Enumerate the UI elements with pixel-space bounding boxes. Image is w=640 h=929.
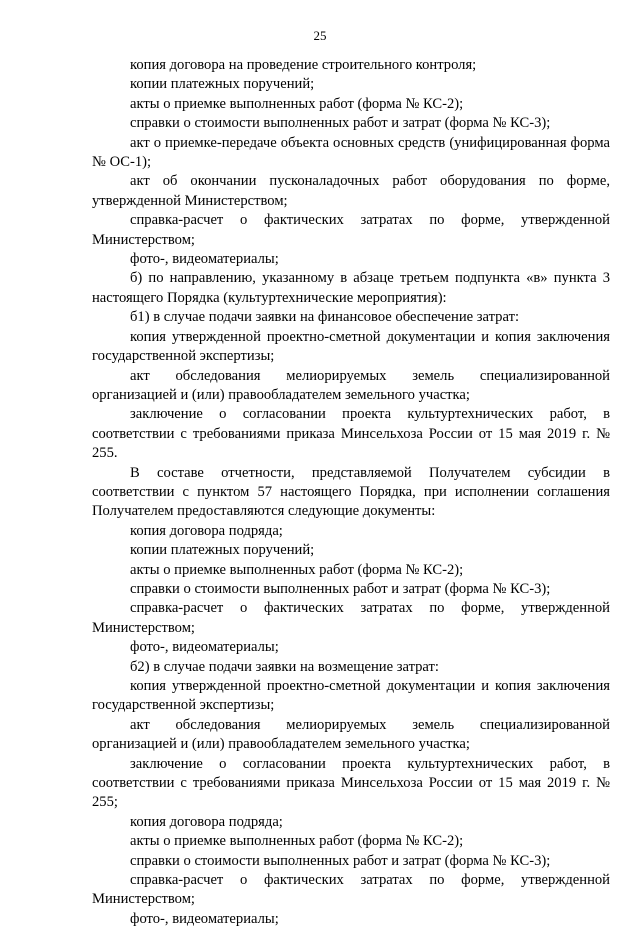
- paragraph-11: копия утвержденной проектно-сметной документации и копия заключения государственной экспертизы;: [92, 328, 610, 365]
- paragraph-1: копия договора на проведение строительного контроля;: [130, 57, 477, 73]
- paragraph-22: копия утвержденной проектно-сметной документации и копия заключения государственной экспертизы;: [92, 678, 610, 714]
- paragraph-21: б2) в случае подачи заявки на возмещение затрат:: [130, 658, 439, 675]
- paragraph-10: б1) в случае подачи заявки на финансовое обеспечение затрат:: [130, 309, 520, 326]
- paragraph-25: копия договора подряда;: [130, 813, 283, 830]
- paragraph-18: справки о стоимости выполненных работ и затрат (форма № КС-3);: [130, 580, 551, 597]
- document-body: [92, 56, 610, 929]
- paragraph-27: справки о стоимости выполненных работ и затрат (форма № КС-3);: [130, 852, 551, 869]
- paragraph-20: фото-, видеоматериалы;: [130, 639, 279, 656]
- page-number: 25: [313, 28, 327, 43]
- paragraph-3: акты о приемке выполненных работ (форма № КС-2);: [130, 95, 464, 112]
- paragraph-23: акт обследования мелиорируемых земель специализированной организацией и (или) правообладателем земельного участка;: [92, 716, 610, 753]
- paragraph-17: акты о приемке выполненных работ (форма № КС-2);: [130, 561, 464, 578]
- paragraph-24: заключение о согласовании проекта культуртехнических работ, в соответствии с требованиями приказа Минсельхоза России от 15 мая 2019 г. № 255;: [92, 755, 610, 811]
- paragraph-29: фото-, видеоматериалы;: [130, 910, 279, 927]
- paragraph-15: копия договора подряда;: [130, 522, 283, 539]
- paragraph-16: копии платежных поручений;: [130, 542, 315, 559]
- paragraph-8: фото-, видеоматериалы;: [130, 251, 279, 268]
- paragraph-7: справка-расчет о фактических затратах по форме, утвержденной Министерством;: [92, 212, 610, 248]
- paragraph-14: В составе отчетности, представляемой Получателем субсидии в соответствии с пунктом 57 настоящего Порядка, при исполнении соглашения Получателем предоставляются следующие документы:: [92, 464, 610, 520]
- paragraph-2: копии платежных поручений;: [130, 76, 315, 93]
- paragraph-9: б) по направлению, указанному в абзаце третьем подпункта «в» пункта 3 настоящего Порядка (культуртехнические мероприятия):: [92, 270, 610, 306]
- paragraph-26: акты о приемке выполненных работ (форма № КС-2);: [130, 833, 464, 850]
- paragraph-12: акт обследования мелиорируемых земель специализированной организацией и (или) правообладателем земельного участка;: [92, 367, 610, 403]
- paragraph-6: акт об окончании пусконаладочных работ оборудования по форме, утвержденной Министерством;: [92, 173, 610, 209]
- paragraph-4: справки о стоимости выполненных работ и затрат (форма № КС-3);: [130, 115, 551, 132]
- paragraph-19: справка-расчет о фактических затратах по форме, утвержденной Министерством;: [92, 600, 610, 636]
- paragraph-28: справка-расчет о фактических затратах по форме, утвержденной Министерством;: [92, 872, 610, 908]
- paragraph-5: акт о приемке-передаче объекта основных средств (унифицированная форма № ОС-1);: [92, 134, 610, 171]
- paragraph-13: заключение о согласовании проекта культуртехнических работ, в соответствии с требованиями приказа Минсельхоза России от 15 мая 2019 г. № 255.: [92, 406, 610, 462]
